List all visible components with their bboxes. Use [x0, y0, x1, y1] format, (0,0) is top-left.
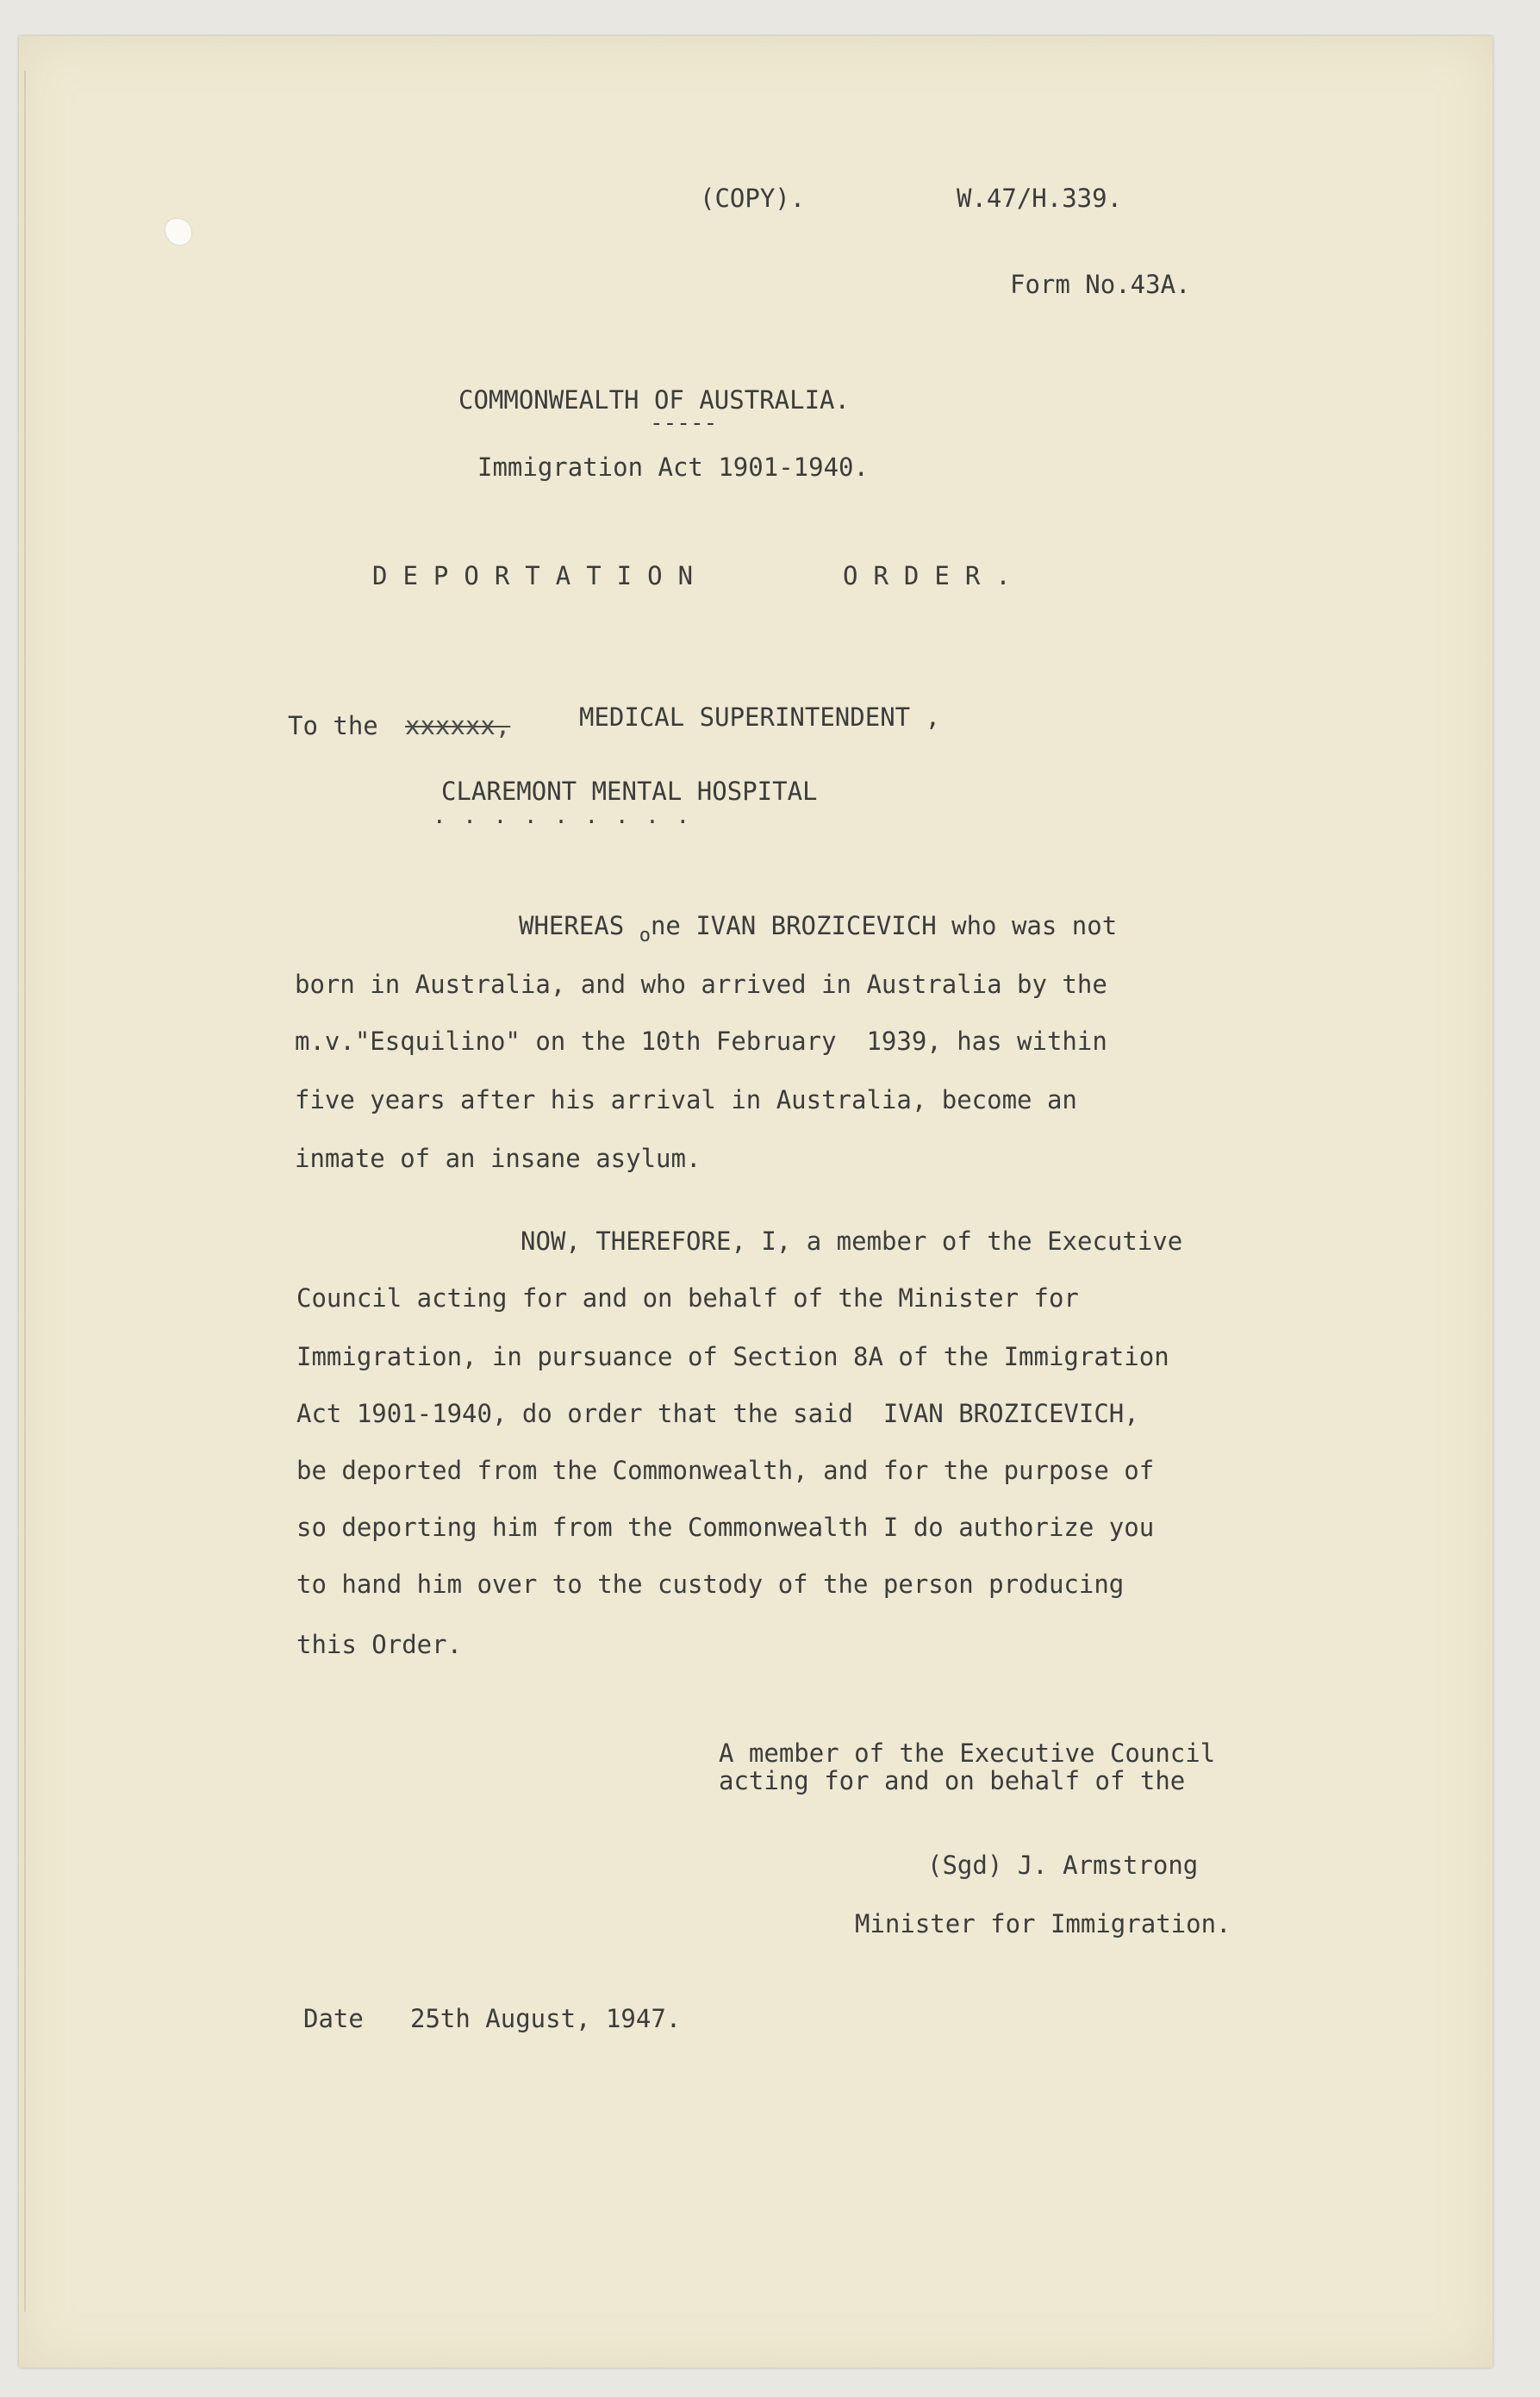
copy-label: (COPY).	[700, 184, 806, 213]
para1-whereas: WHEREAS	[519, 911, 639, 940]
para2-line2: Council acting for and on behalf of the Minister for	[296, 1283, 1079, 1313]
date-label: Date	[303, 2004, 364, 2033]
order-title-word-1: DEPORTATION	[372, 561, 709, 590]
signatory-capacity-line1: A member of the Executive Council	[719, 1738, 1216, 1768]
para2-line3: Immigration, in pursuance of Section 8A of the Immigration	[296, 1342, 1169, 1371]
para2-line6: so deporting him from the Commonwealth I do authorize you	[296, 1513, 1155, 1542]
jurisdiction-heading: COMMONWEALTH OF AUSTRALIA.	[458, 385, 850, 415]
para1-line2: born in Australia, and who arrived in Australia by the	[295, 970, 1107, 999]
para2-line8: this Order.	[296, 1630, 463, 1659]
page-edge-shadow	[24, 71, 26, 2312]
para1-line1	[519, 911, 1118, 946]
date-value: 25th August, 1947.	[410, 2004, 682, 2033]
document-page	[19, 36, 1493, 2368]
order-title-word-2: ORDER.	[843, 561, 1026, 590]
para1-line1-rest: ne IVAN BROZICEVICH who was not	[650, 911, 1118, 940]
para1-subscript-o: o	[639, 925, 651, 946]
para2-line5: be deported from the Commonwealth, and for the purpose of	[296, 1456, 1155, 1485]
para1-line5: inmate of an insane asylum.	[295, 1144, 701, 1173]
signature-line: (Sgd) J. Armstrong	[927, 1851, 1199, 1880]
file-reference: W.47/H.339.	[957, 184, 1123, 213]
recipient-title: MEDICAL SUPERINTENDENT ,	[579, 702, 941, 732]
para2-line7: to hand him over to the custody of the person producing	[296, 1570, 1125, 1599]
heading-separator: -----	[650, 410, 718, 436]
act-heading: Immigration Act 1901-1940.	[477, 453, 869, 482]
para2-line1: NOW, THEREFORE, I, a member of the Executive	[521, 1227, 1183, 1256]
para1-line3: m.v."Esquilino" on the 10th February 1939, has within	[295, 1027, 1107, 1056]
signatory-capacity-line2: acting for and on behalf of the	[719, 1766, 1186, 1795]
para2-line4: Act 1901-1940, do order that the said IVAN BROZICEVICH,	[296, 1399, 1139, 1428]
signatory-title: Minister for Immigration.	[855, 1909, 1231, 1938]
address-prefix: To the	[288, 711, 378, 740]
para1-line4: five years after his arrival in Australia, become an	[295, 1085, 1077, 1114]
institution-name: CLAREMONT MENTAL HOSPITAL	[441, 777, 818, 806]
form-number: Form No.43A.	[1010, 270, 1191, 299]
struck-out-word: xxxxxx,	[405, 711, 511, 740]
dotted-line: . . . . . . . . .	[433, 803, 692, 829]
punch-hole	[165, 219, 191, 245]
